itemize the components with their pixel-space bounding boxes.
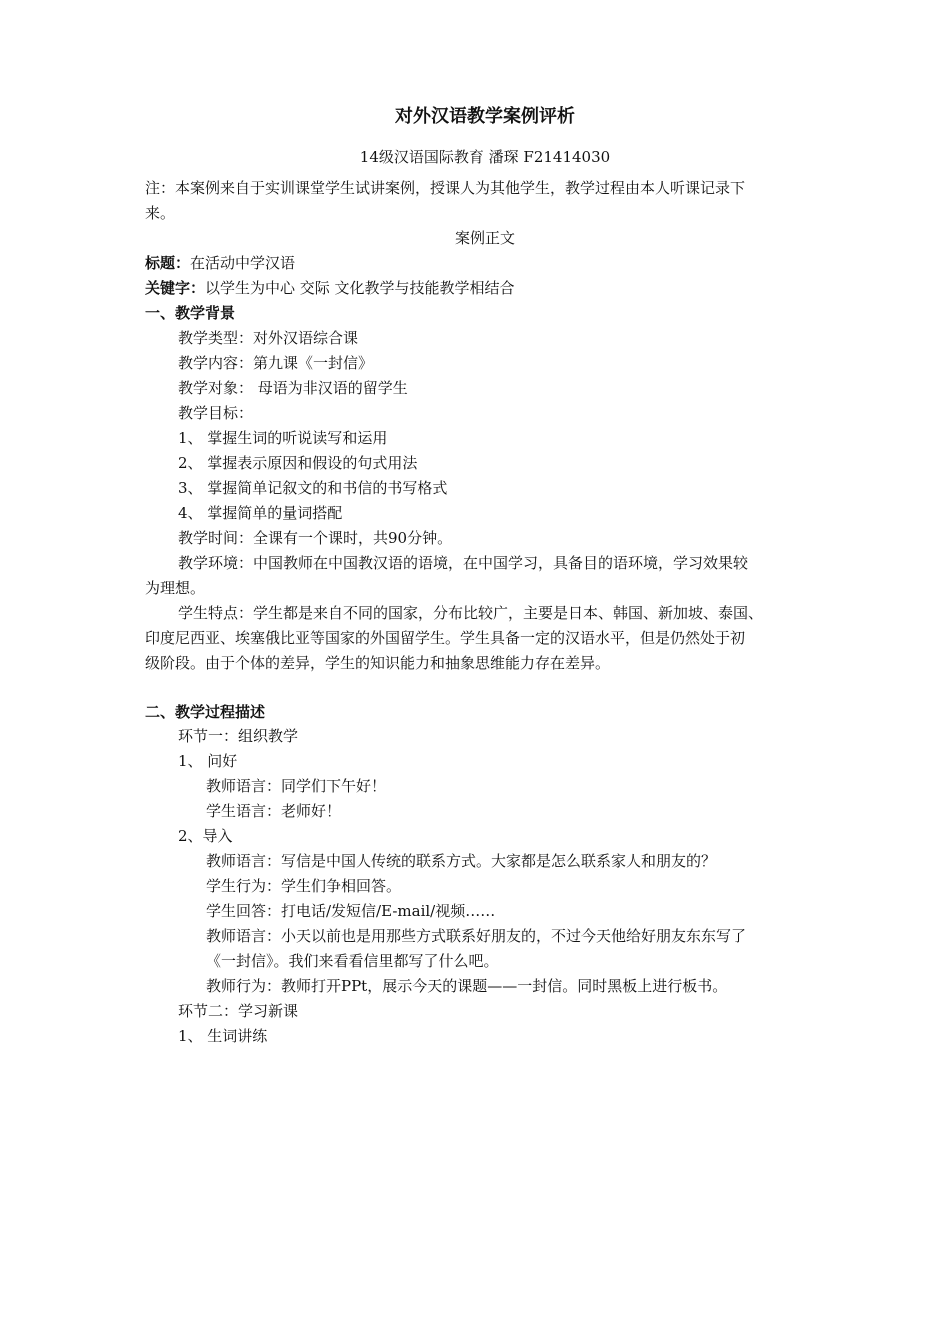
author-line: 14级汉语国际教育 潘琛 F21414030 bbox=[359, 148, 611, 166]
title-row bbox=[145, 251, 825, 276]
stage-heading: 环节一：组织教学 bbox=[178, 727, 299, 745]
stage-item: 1、 生词讲练 bbox=[178, 1027, 268, 1045]
keywords-row bbox=[145, 276, 825, 301]
body-heading: 案例正文 bbox=[454, 229, 515, 247]
title-value: 在活动中学汉语 bbox=[190, 254, 296, 272]
stage-item: 2、导入 bbox=[178, 827, 233, 845]
dialogue-line: 教师语言：小天以前也是用那些方式联系好朋友的，不过今天他给好朋友东东写了 bbox=[206, 927, 747, 945]
goal-item: 4、 掌握简单的量词搭配 bbox=[178, 504, 343, 522]
dialogue-line: 教师行为：教师打开PPt，展示今天的课题——一封信。同时黑板上进行板书。 bbox=[206, 977, 728, 995]
stage-heading: 环节二：学习新课 bbox=[178, 1002, 299, 1020]
document-title: 对外汉语教学案例评析 bbox=[395, 106, 575, 127]
title-label: 标题： bbox=[145, 254, 191, 272]
paragraph-line: 为理想。 bbox=[145, 579, 206, 597]
paragraph-line: 教学环境：中国教师在中国教汉语的语境，在中国学习，具备目的语环境，学习效果较 bbox=[178, 554, 749, 572]
keywords-label: 关键字： bbox=[145, 279, 206, 297]
goal-item: 3、 掌握简单记叙文的和书信的书写格式 bbox=[178, 479, 448, 497]
background-item: 教学内容：第九课《一封信》 bbox=[178, 354, 374, 372]
dialogue-line: 教师语言：同学们下午好！ bbox=[206, 777, 387, 795]
background-item: 教学时间：全课有一个课时，共90分钟。 bbox=[178, 529, 453, 547]
paragraph-line: 印度尼西亚、埃塞俄比亚等国家的外国留学生。学生具备一定的汉语水平，但是仍然处于初 bbox=[145, 629, 746, 647]
stage-item: 1、 问好 bbox=[178, 752, 238, 770]
keywords-value: 以学生为中心 交际 文化教学与技能教学相结合 bbox=[205, 279, 515, 297]
note-line: 注：本案例来自于实训课堂学生试讲案例，授课人为其他学生，教学过程由本人听课记录下 bbox=[145, 179, 746, 197]
background-item: 教学对象： 母语为非汉语的留学生 bbox=[178, 379, 408, 397]
background-item: 教学目标： bbox=[178, 404, 254, 422]
dialogue-line: 教师语言：写信是中国人传统的联系方式。大家都是怎么联系家人和朋友的？ bbox=[206, 852, 717, 870]
goal-item: 2、 掌握表示原因和假设的句式用法 bbox=[178, 454, 418, 472]
dialogue-line: 学生回答：打电话/发短信/E-mail/视频…… bbox=[206, 902, 496, 920]
section-heading: 一、教学背景 bbox=[145, 304, 236, 322]
section-heading: 二、教学过程描述 bbox=[145, 703, 266, 721]
dialogue-line: 学生语言：老师好！ bbox=[206, 802, 342, 820]
goal-item: 1、 掌握生词的听说读写和运用 bbox=[178, 429, 388, 447]
dialogue-line: 《一封信》。我们来看看信里都写了什么吧。 bbox=[206, 952, 499, 970]
note-line: 来。 bbox=[145, 204, 176, 222]
dialogue-line: 学生行为：学生们争相回答。 bbox=[206, 877, 402, 895]
background-item: 教学类型：对外汉语综合课 bbox=[178, 329, 359, 347]
paragraph-line: 级阶段。由于个体的差异，学生的知识能力和抽象思维能力存在差异。 bbox=[145, 654, 611, 672]
paragraph-line: 学生特点：学生都是来自不同的国家，分布比较广，主要是日本、韩国、新加坡、泰国、 bbox=[178, 604, 764, 622]
